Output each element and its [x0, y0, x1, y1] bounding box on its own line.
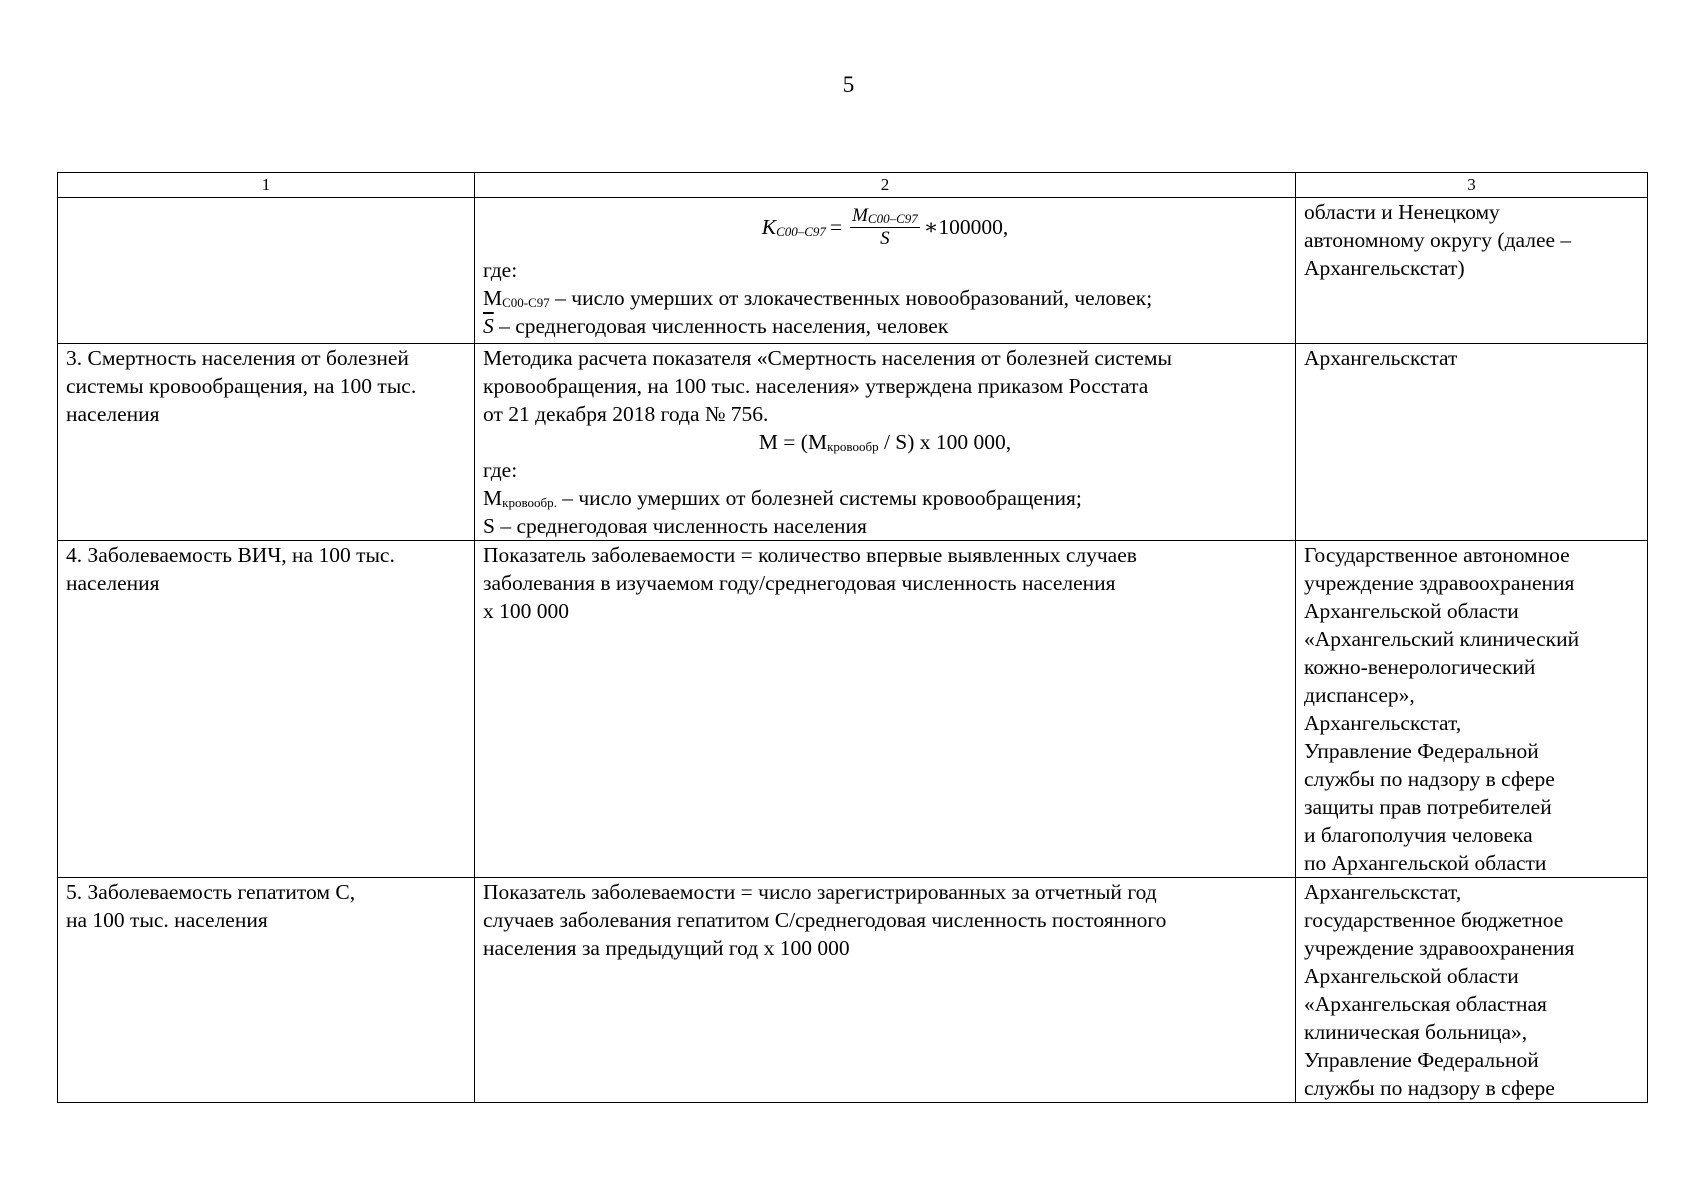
row3-indicator-cell: 3. Смертность населения от болезней системы кровообращения, на 100 тыс. населения	[58, 344, 475, 541]
table-row	[58, 878, 1648, 1103]
row1-indicator-cell	[58, 198, 475, 344]
definition-s: S – среднегодовая численность населения	[483, 514, 867, 538]
row4-indicator-cell: 4. Заболеваемость ВИЧ, на 100 тыс. населения	[58, 541, 475, 878]
row1-source-cell: области и Ненецкому автономному округу (далее – Архангельскстат)	[1296, 198, 1648, 344]
table-row	[58, 344, 1648, 541]
column-header-2: 2	[475, 173, 1296, 198]
formula-tail: ∗100000,	[923, 215, 1009, 239]
row5-indicator-cell: 5. Заболеваемость гепатитом С, на 100 тыс. населения	[58, 878, 475, 1103]
where-label: где:	[483, 258, 518, 282]
row3-source-cell: Архангельскстат	[1296, 344, 1648, 541]
formula-k: $K_{C00-C97}$	[761, 215, 826, 239]
table-row	[58, 198, 1648, 344]
formula-c00-c97	[483, 198, 1287, 256]
row4-source-cell: Государственное автономное учреждение здравоохранения Архангельской области «Архангельский клинический кожно-венерологический диспансер», Архангельскстат, Управление Федеральной службы по надзору в сфере защиты прав потребителей и благополучия человека по Архангельской области	[1296, 541, 1648, 878]
definition-m: $М_{кровообр.}$ – число умерших от болезней системы кровообращения;	[483, 486, 1082, 510]
indicator-table	[57, 172, 1648, 1103]
row3-method-cell: Методика расчета показателя «Смертность населения от болезней системы кровообращения, на 100 тыс. населения» утверждена приказом Росстата от 21 декабря 2018 года № 756. $М = (М_{кровообр} / S)$ x 100 000, где: $М_{кровообр.}$ – число умерших от болезней системы кровообращения; S – среднегодовая численность населения	[475, 344, 1296, 541]
definition-s: $\overline{S}$ – среднегодовая численность населения, человек	[483, 314, 949, 338]
formula-fraction: $\frac{M_{C00-C97}}{S}$	[852, 204, 918, 249]
where-label: где:	[483, 458, 518, 482]
definition-m: $М_{C00-C97}$ – число умерших от злокачественных новообразований, человек;	[483, 286, 1153, 310]
row4-method-cell: Показатель заболеваемости = количество впервые выявленных случаев заболевания в изучаемом году/среднегодовая численность населения x 100 000	[475, 541, 1296, 878]
formula-circulatory: $М = (М_{кровообр} / S)$ x 100 000,	[758, 430, 1012, 454]
page-number: 5	[842, 72, 855, 97]
row5-method-cell: Показатель заболеваемости = число зарегистрированных за отчетный год случаев заболевания гепатитом С/среднегодовая численность постоянного населения за предыдущий год x 100 000	[475, 878, 1296, 1103]
table-header-row	[58, 173, 1648, 198]
table-row	[58, 541, 1648, 878]
column-header-1: 1	[58, 173, 475, 198]
column-header-3: 3	[1296, 173, 1648, 198]
row1-method-cell	[475, 198, 1296, 344]
row5-source-cell: Архангельскстат, государственное бюджетное учреждение здравоохранения Архангельской области «Архангельская областная клиническая больница», Управление Федеральной службы по надзору в сфере	[1296, 878, 1648, 1103]
formula-equals: =	[829, 215, 843, 239]
